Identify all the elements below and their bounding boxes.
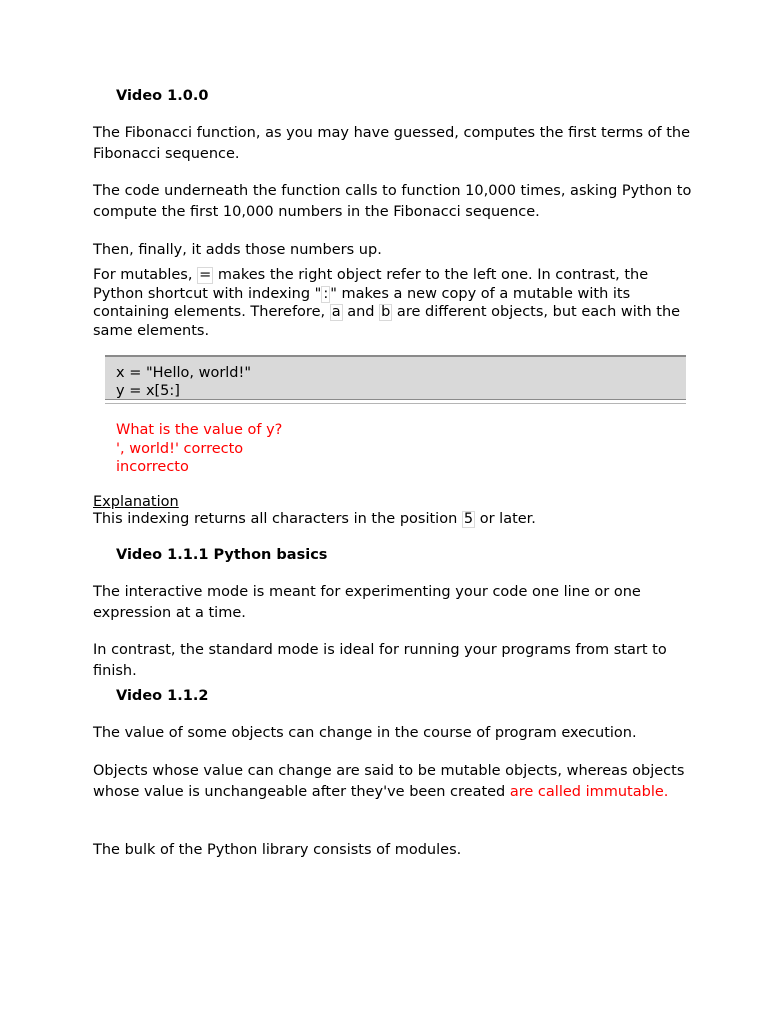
paragraph-object-value: The value of some objects can change in the course of program execution.: [93, 725, 637, 741]
code-line-2: y = x[5:]: [116, 383, 180, 399]
paragraph-interactive-mode: The interactive mode is meant for experimenting your code one line or one expression at a time.: [93, 584, 641, 621]
paragraph-explanation: [93, 509, 693, 530]
heading-video-1-1-1: Video 1.1.1 Python basics: [116, 547, 328, 563]
immutable-highlight: are called immutable.: [509, 783, 669, 800]
code-block: [105, 355, 686, 400]
paragraph-fibonacci-function: The Fibonacci function, as you may have guessed, computes the first terms of the Fibonacci sequence.: [93, 125, 690, 162]
inline-code-b: b: [381, 304, 391, 320]
mutables-text-2: makes the right object refer to the left one. In contrast, the Python shortcut with indexing ": [93, 267, 649, 302]
inline-code-5: 5: [463, 511, 474, 527]
explanation-link[interactable]: Explanation: [93, 494, 179, 510]
code-line-1: x = "Hello, world!": [116, 365, 251, 381]
paragraph-adds-numbers: Then, finally, it adds those numbers up.: [93, 242, 382, 258]
code-block-divider: [105, 403, 686, 404]
mutable-text: Objects whose value can change are said to be mutable objects, whereas objects whose value is unchangeable after they've been created: [93, 763, 685, 800]
quiz-answer-incorrect[interactable]: incorrecto: [116, 459, 189, 475]
mutables-text-4: and: [342, 304, 380, 320]
quiz-answer-correct[interactable]: ', world!' correcto: [116, 441, 244, 457]
mutables-text-1: For mutables,: [93, 267, 198, 283]
mutables-text-3: " makes a new copy of a mutable with its containing elements. Therefore,: [93, 285, 631, 320]
inline-code-a: a: [331, 304, 341, 320]
quiz-question: What is the value of y?: [116, 422, 283, 438]
heading-video-1-0-0: Video 1.0.0: [116, 88, 209, 104]
explanation-text-2: or later.: [475, 511, 536, 527]
mutables-text-5: are different objects, but each with the same elements.: [93, 304, 681, 339]
paragraph-standard-mode: In contrast, the standard mode is ideal for running your programs from start to finish.: [93, 642, 667, 679]
inline-code-colon: :: [323, 285, 329, 302]
paragraph-mutable-immutable: [93, 761, 693, 802]
inline-code-equals: =: [199, 267, 212, 283]
paragraph-fibonacci-loop: The code underneath the function calls to function 10,000 times, asking Python to compute the first 10,000 numbers in the Fibonacci sequence.: [93, 183, 692, 220]
paragraph-python-library: The bulk of the Python library consists of modules.: [93, 842, 462, 858]
explanation-text-1: This indexing returns all characters in the position: [93, 511, 462, 527]
paragraph-mutables: [93, 266, 693, 340]
heading-video-1-1-2: Video 1.1.2: [116, 688, 209, 704]
